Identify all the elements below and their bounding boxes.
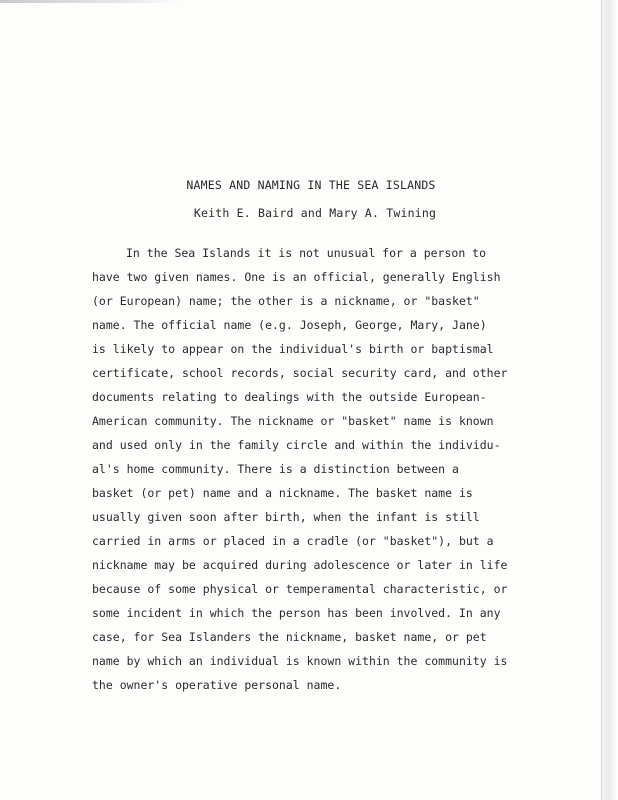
paragraph-line: usually given soon after birth, when the infant is still <box>92 510 480 524</box>
paragraph-line: name. The official name (e.g. Joseph, George, Mary, Jane) <box>92 318 487 332</box>
page-top-edge <box>0 0 180 3</box>
paragraph-line: American community. The nickname or "basket" name is known <box>92 414 494 428</box>
title-block <box>0 171 618 227</box>
paragraph-line: In the Sea Islands it is not unusual for a person to <box>126 246 487 260</box>
page-right-edge <box>601 0 618 800</box>
paragraph-line: certificate, school records, social security card, and other <box>92 366 508 380</box>
paragraph-line: name by which an individual is known within the community is <box>92 654 508 668</box>
paragraph-line: carried in arms or placed in a cradle (or "basket"), but a <box>92 534 494 548</box>
paragraph-line: because of some physical or temperamental characteristic, or <box>92 582 508 596</box>
paragraph-line: al's home community. There is a distinction between a <box>92 462 459 476</box>
paragraph-line: (or European) name; the other is a nickname, or "basket" <box>92 294 480 308</box>
paragraph-line: case, for Sea Islanders the nickname, basket name, or pet <box>92 630 487 644</box>
paragraph-line: is likely to appear on the individual's birth or baptismal <box>92 342 494 356</box>
paragraph-line: some incident in which the person has been involved. In any <box>92 606 501 620</box>
document-authors: Keith E. Baird and Mary A. Twining <box>193 206 437 220</box>
paragraph-line: the owner's operative personal name. <box>92 678 342 692</box>
paragraph-line: basket (or pet) name and a nickname. The basket name is <box>92 486 473 500</box>
paragraph-line: have two given names. One is an official, generally English <box>92 270 501 284</box>
body-paragraph <box>92 241 562 697</box>
paragraph-line: nickname may be acquired during adolescence or later in life <box>92 558 508 572</box>
paragraph-line: and used only in the family circle and within the individu- <box>92 438 501 452</box>
paragraph-line: documents relating to dealings with the outside European- <box>92 390 487 404</box>
document-title: NAMES AND NAMING IN THE SEA ISLANDS <box>186 178 436 192</box>
